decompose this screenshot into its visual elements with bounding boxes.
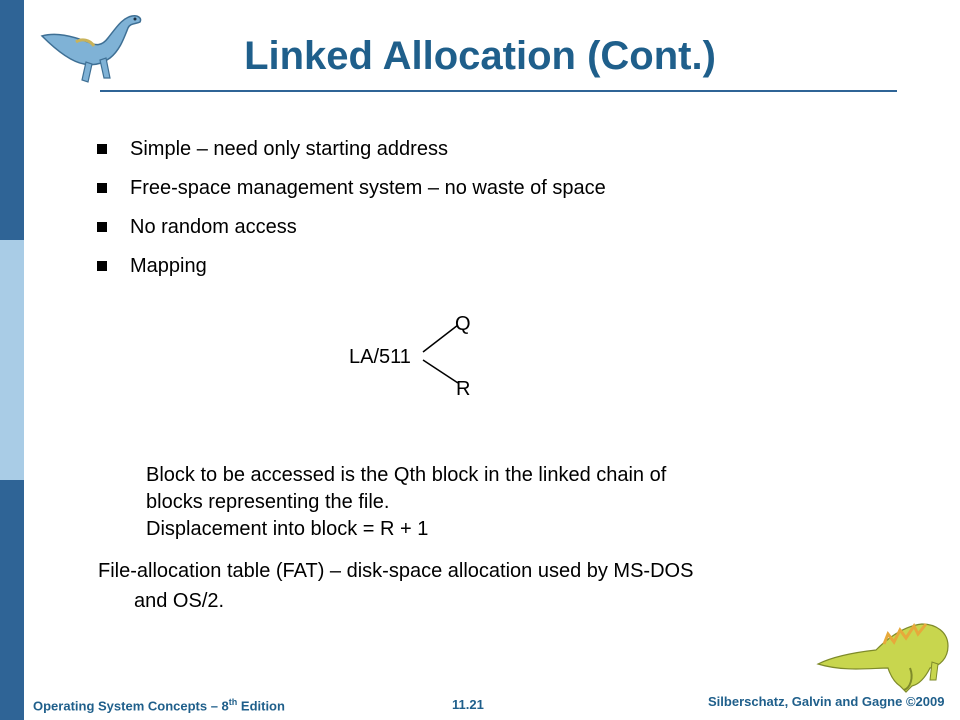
- bullet-text: Simple – need only starting address: [130, 138, 448, 160]
- bullet-item: [96, 251, 606, 290]
- bullet-item: [96, 212, 606, 251]
- footer-title-prefix: Operating System Concepts – 8: [33, 698, 229, 714]
- footer-authors: Silberschatz, Galvin and Gagne ©2009: [708, 694, 945, 709]
- footer-title-superscript: th: [228, 697, 238, 707]
- sidebar-band-middle: [0, 240, 24, 480]
- mapping-quotient: Q: [455, 313, 471, 335]
- fat-line: and OS/2.: [134, 590, 225, 612]
- square-bullet-icon: [97, 222, 107, 232]
- footer-book-title: [33, 697, 285, 713]
- dinosaur-illustration-icon: [814, 612, 954, 696]
- title-underline: [100, 90, 897, 92]
- bullet-text: No random access: [130, 216, 297, 238]
- mapping-remainder: R: [456, 378, 471, 400]
- square-bullet-icon: [97, 144, 107, 154]
- square-bullet-icon: [97, 261, 107, 271]
- bullet-list: [96, 134, 606, 290]
- description-line: Displacement into block = R + 1: [146, 518, 429, 540]
- mapping-branch-lines: [420, 320, 465, 390]
- slide-title: Linked Allocation (Cont.): [244, 34, 716, 78]
- mapping-description: [146, 462, 666, 543]
- sidebar-band-bottom: [0, 480, 24, 720]
- bullet-item: [96, 134, 606, 173]
- bullet-text: Free-space management system – no waste of space: [130, 177, 606, 199]
- description-line: Block to be accessed is the Qth block in the linked chain of: [146, 464, 667, 486]
- square-bullet-icon: [97, 183, 107, 193]
- mapping-dividend: LA/511: [349, 346, 411, 368]
- footer-page-number: 11.21: [452, 697, 484, 712]
- bullet-item: [96, 173, 606, 212]
- footer-title-suffix: Edition: [237, 698, 285, 714]
- fat-paragraph: [98, 556, 693, 616]
- bullet-text: Mapping: [130, 255, 207, 277]
- description-line: blocks representing the file.: [146, 491, 390, 513]
- fat-line: File-allocation table (FAT) – disk-space allocation used by MS-DOS: [98, 560, 694, 582]
